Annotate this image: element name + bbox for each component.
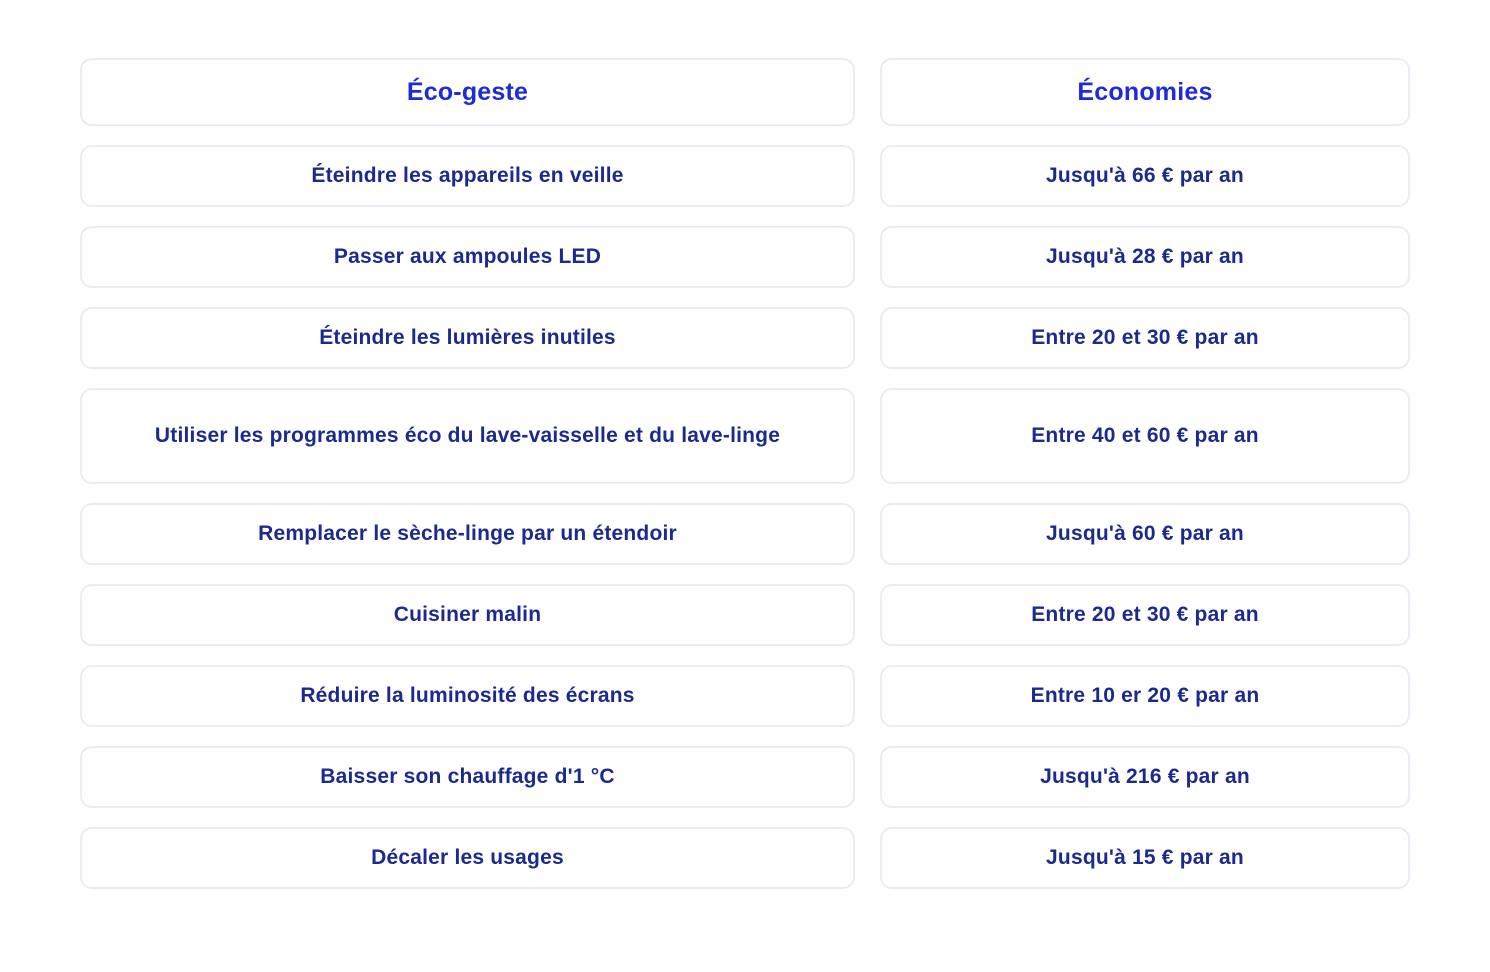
table-row: Jusqu'à 28 € par an xyxy=(880,226,1410,288)
table-header-eco-geste: Éco-geste xyxy=(80,58,855,126)
table-row: Entre 10 er 20 € par an xyxy=(880,665,1410,727)
table-row: Jusqu'à 60 € par an xyxy=(880,503,1410,565)
table-row: Réduire la luminosité des écrans xyxy=(80,665,855,727)
table-row: Entre 40 et 60 € par an xyxy=(880,388,1410,484)
table-row: Éteindre les appareils en veille xyxy=(80,145,855,207)
table-row: Entre 20 et 30 € par an xyxy=(880,307,1410,369)
eco-gestes-table xyxy=(80,58,1410,889)
table-row: Éteindre les lumières inutiles xyxy=(80,307,855,369)
table-row: Remplacer le sèche-linge par un étendoir xyxy=(80,503,855,565)
table-row: Jusqu'à 66 € par an xyxy=(880,145,1410,207)
table-row: Baisser son chauffage d'1 °C xyxy=(80,746,855,808)
table-row: Cuisiner malin xyxy=(80,584,855,646)
table-row: Utiliser les programmes éco du lave-vaisselle et du lave-linge xyxy=(80,388,855,484)
table-header-economies: Économies xyxy=(880,58,1410,126)
table-row: Jusqu'à 15 € par an xyxy=(880,827,1410,889)
table-row: Jusqu'à 216 € par an xyxy=(880,746,1410,808)
table-row: Passer aux ampoules LED xyxy=(80,226,855,288)
table-row: Entre 20 et 30 € par an xyxy=(880,584,1410,646)
table-row: Décaler les usages xyxy=(80,827,855,889)
